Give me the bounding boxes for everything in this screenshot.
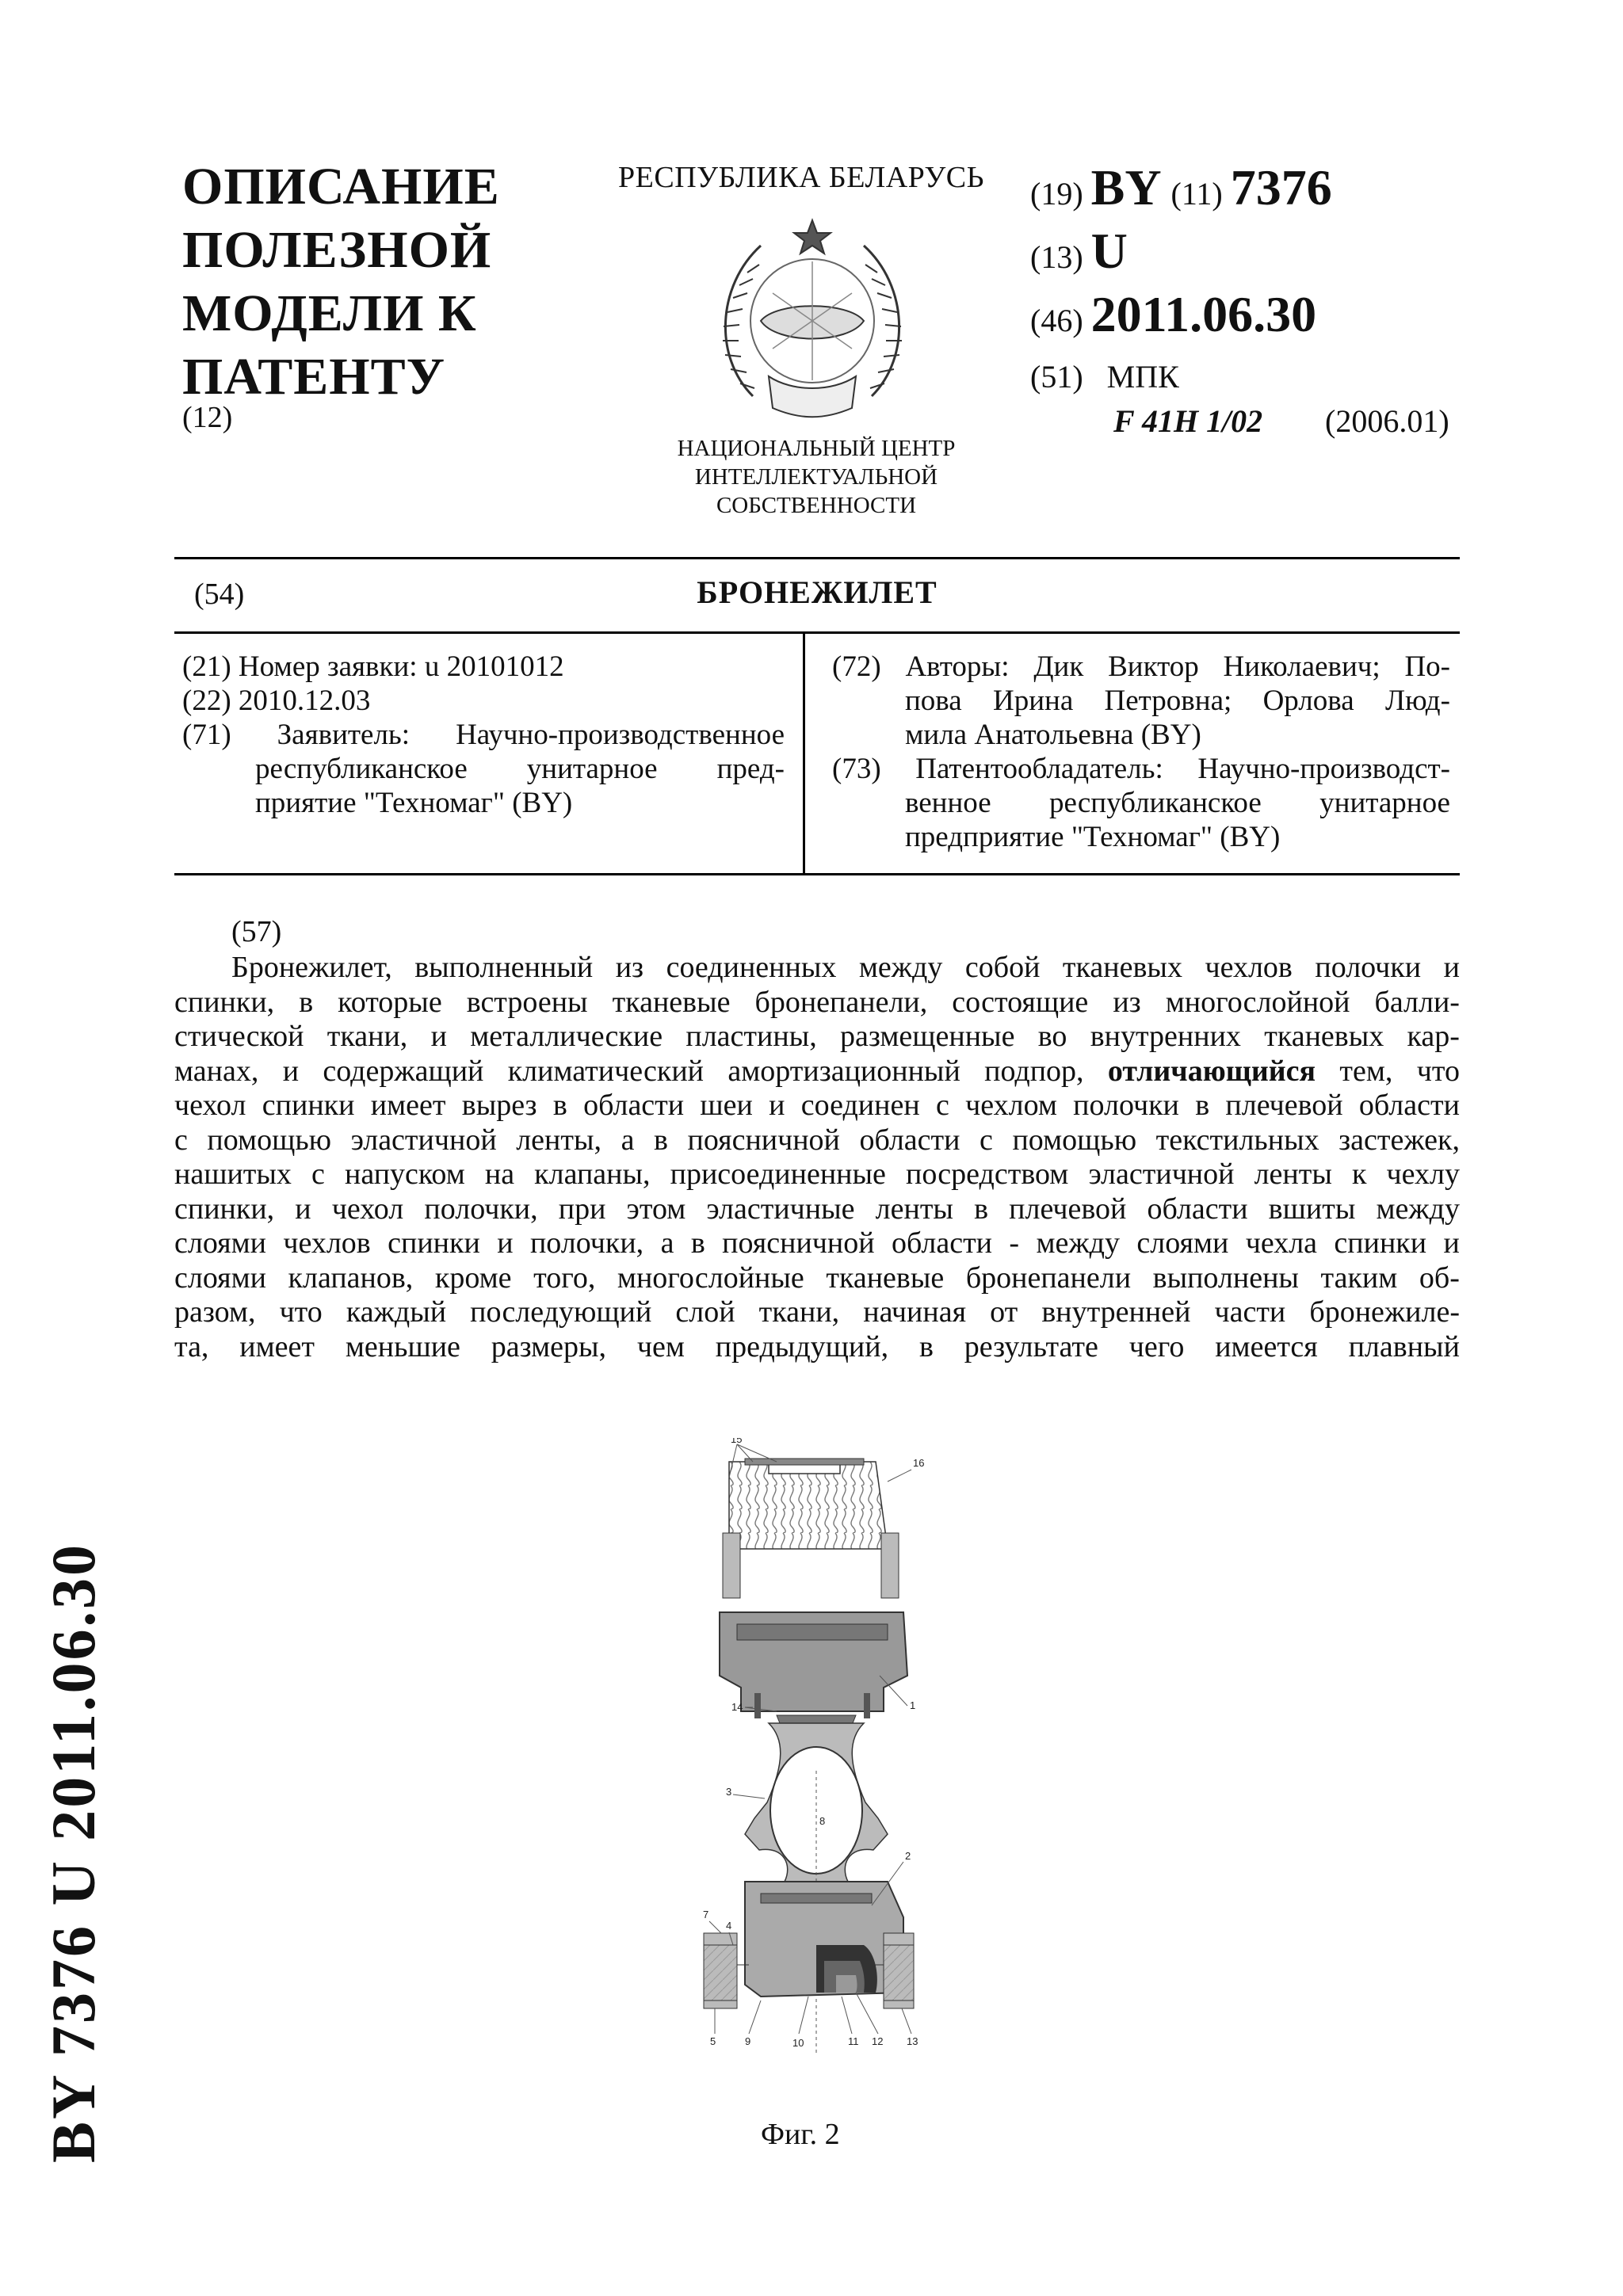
figure-label: 15 [731,1438,743,1445]
figure-label: 8 [819,1815,826,1827]
figure-label: 16 [913,1457,925,1469]
patent-number: 7376 [1230,159,1332,215]
abstract-line: чехол спинки имеет вырез в области шеи и соединен с чехлом полочки в плечевой области [174,1089,1460,1122]
national-center-name [634,434,999,520]
divider [174,873,1460,875]
figure-label: 12 [872,2035,884,2047]
biblio-line: предприятие "Техномаг" (BY) [905,821,1281,853]
center-name-line: СОБСТВЕННОСТИ [716,493,917,518]
figure-label: 1 [910,1699,916,1711]
biblio-line: пова Ирина Петровна; Орлова Люд- [905,685,1450,717]
biblio-line: (71) Заявитель: Научно-производственное [182,719,785,751]
figure-2-drawing [666,1438,983,2056]
inid-code-13: (13) [1030,239,1083,275]
code-row-13 [1030,222,1137,280]
biblio-right-column [832,650,1450,854]
biblio-line: мила Анатольевна (BY) [905,719,1201,751]
code-row-51 [1030,358,1179,395]
biblio-line: республиканское унитарное пред- [255,753,785,785]
publication-date: 2011.06.30 [1090,286,1317,342]
figure-label: 7 [703,1909,709,1920]
doc-type-line: ПОЛЕЗНОЙ [182,221,492,279]
doc-type-line: МОДЕЛИ К [182,284,477,342]
abstract-line: с помощью эластичной ленты, а в поясничной области с помощью текстильных застежек, [174,1123,1460,1157]
biblio-line: (22) 2010.12.03 [182,685,371,717]
figure-label: 14 [731,1701,743,1713]
country-code: BY [1090,159,1162,215]
abstract-line: слоями чехлов спинки и полочки, а в поясничной области - между слоями чехла спинки и [174,1226,1460,1260]
figure-label: 9 [745,2035,751,2047]
biblio-left-column [182,650,785,820]
republic-name: РЕСПУБЛИКА БЕЛАРУСЬ [618,161,984,194]
center-name-line: ИНТЕЛЛЕКТУАЛЬНОЙ [694,464,938,490]
ipc-classification: F 41H 1/02 [1113,403,1263,439]
abstract-line: стической ткани, и металлические пластины, размещенные во внутренних тканевых кар- [174,1020,1460,1053]
inid-code-46: (46) [1030,303,1083,338]
biblio-line: (72) Авторы: Дик Виктор Николаевич; По- [832,650,1450,683]
abstract-line: та, имеет меньшие размеры, чем предыдущий, в результате чего имеется плавный [174,1329,1460,1363]
kind-code: U [1090,223,1128,279]
doc-type-line: ОПИСАНИЕ [182,158,500,215]
abstract-text [174,951,1460,1364]
abstract-line: Бронежилет, выполненный из соединенных между собой тканевых чехлов полочки и [231,951,1460,984]
biblio-line: приятие "Техномаг" (BY) [255,787,573,819]
invention-title: БРОНЕЖИЛЕТ [697,574,938,610]
abstract-line: нашитых с напуском на клапаны, присоединенные посредством эластичной ленты к чехлу [174,1158,1460,1191]
figure-label: 10 [792,2037,804,2049]
abstract-line: манах, и содержащий климатический амортизационный подпор, отличающийся тем, что [174,1054,1460,1088]
abstract-line: разом, что каждый последующий слой ткани, начиная от внутренней части бронежиле- [174,1295,1460,1329]
figure-caption: Фиг. 2 [761,2118,840,2151]
side-patent-label: BY 7376 U 2011.06.30 [39,1543,108,2163]
inid-code-57: (57) [231,915,282,948]
figure-label: 4 [726,1920,732,1932]
biblio-line: (73) Патентообладатель: Научно-производст- [832,753,1450,785]
ipc-label: МПК [1106,359,1179,395]
inid-code-54: (54) [194,578,245,611]
figure-label: 11 [848,2035,859,2047]
divider [174,557,1460,559]
divider [174,631,1460,634]
code-row-46 [1030,285,1326,344]
inid-code-19: (19) [1030,176,1083,212]
figure-label: 5 [710,2035,716,2047]
abstract-line: спинки, и чехол полочки, при этом эластичные ленты в плечевой области вшиты между [174,1192,1460,1226]
inid-code-12: (12) [182,401,233,434]
abstract-line: спинки, в которые встроены тканевые бронепанели, состоящие из многослойной балли- [174,985,1460,1019]
center-name-line: НАЦИОНАЛЬНЫЙ ЦЕНТР [677,436,956,461]
column-divider [803,631,805,873]
doc-type-line: ПАТЕНТУ [182,348,446,406]
figure-label: 3 [726,1786,732,1798]
biblio-line: (21) Номер заявки: u 20101012 [182,650,564,683]
document-type-title [182,155,547,409]
ipc-version: (2006.01) [1325,403,1449,439]
code-row-19-11 [1030,158,1342,217]
inid-code-51: (51) [1030,359,1083,395]
coat-of-arms-icon [705,214,919,428]
inid-code-11: (11) [1170,176,1223,212]
figure-label: 2 [905,1850,911,1862]
abstract-line: слоями клапанов, кроме того, многослойные тканевые бронепанели выполнены таким об- [174,1261,1460,1295]
figure-label: 13 [907,2035,918,2047]
biblio-line: венное республиканское унитарное [905,787,1450,819]
